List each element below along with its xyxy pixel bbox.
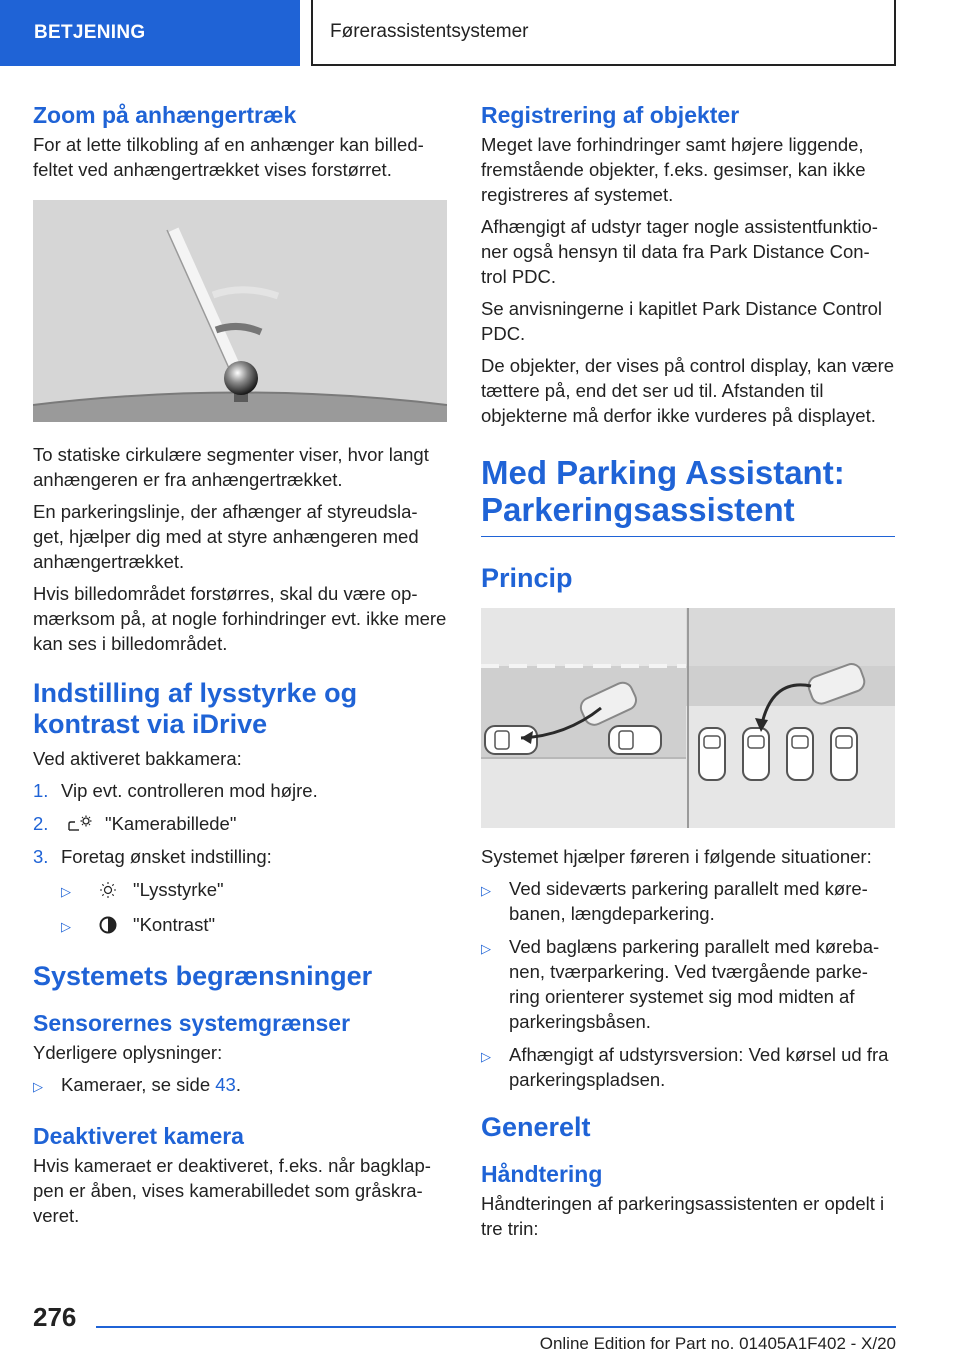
registration-heading: Registrering af objekter [481, 102, 740, 128]
situation-text: Ved baglæns parkering parallelt med køreba-nen, tværparkering. Ved tværgående parke-ring orienterer systemet sig mod midten af parkeringsbåsen. [509, 936, 880, 1032]
parking-line-text: En parkeringslinje, der afhænger af styreudsla-get, hjælper dig med at styre anhængeren med anhængertrækket. [33, 501, 419, 572]
registration-text-1: Meget lave forhindringer samt højere liggende, fremstående objekter, f.eks. gesimser, kan ikke registreres af systemet. [481, 134, 866, 205]
step-text: Vip evt. controlleren mod højre. [61, 780, 318, 801]
list-item [481, 876, 895, 926]
list-item [33, 811, 447, 836]
situations-intro: Systemet hjælper føreren i følgende situationer: [481, 846, 872, 867]
brightness-heading: Indstilling af lysstyrke og kontrast via iDrive [33, 678, 358, 739]
page-number: 276 [33, 1302, 77, 1332]
step-number: 2. [33, 813, 49, 834]
principle-heading: Princip [481, 563, 573, 593]
sensor-intro: Yderligere oplysninger: [33, 1042, 223, 1063]
zoom-warning-text: Hvis billedområdet forstørres, skal du være op-mærksom på, at nogle forhindringer evt. ikke mere kan ses i billedområdet. [33, 583, 447, 654]
right-column [481, 100, 895, 1248]
page-link-43[interactable]: 43 [215, 1074, 236, 1095]
footer-divider [96, 1326, 896, 1328]
handling-text: Håndteringen af parkeringsassistenten er opdelt i tre trin: [481, 1193, 885, 1239]
contrast-icon [95, 916, 121, 934]
bullet-triangle-icon: ▷ [481, 883, 491, 898]
list-item [61, 877, 447, 904]
list-item: ▷ Kameraer, se side 43. [33, 1072, 447, 1099]
situations-list [481, 876, 895, 1092]
bullet-triangle-icon: ▷ [481, 941, 491, 956]
registration-text-4: De objekter, der vises på control display, kan være tættere på, end det ser ud til. Afstanden til objekterne må derfor ikke vurderes på displayet. [481, 355, 895, 426]
list-item [61, 912, 447, 939]
deactivated-camera-heading: Deaktiveret kamera [33, 1123, 244, 1149]
section-tab: BETJENING [0, 0, 300, 66]
chapter-title: Førerassistentsystemer [311, 0, 896, 66]
segments-text: To statiske cirkulære segmenter viser, hvor langt anhængeren er fra anhængertrækket. [33, 444, 429, 490]
parking-principle-illustration [481, 608, 895, 828]
left-column [33, 100, 447, 1235]
limits-heading: Systemets begrænsninger [33, 961, 373, 991]
step-text: Foretag ønsket indstilling: [61, 846, 272, 867]
substep-text: "Kontrast" [133, 914, 216, 935]
step-number: 1. [33, 780, 49, 801]
handling-heading: Håndtering [481, 1161, 603, 1187]
zoom-heading: Zoom på anhængertræk [33, 102, 297, 128]
steps-list [33, 778, 447, 939]
list-item [33, 778, 447, 803]
step-number: 3. [33, 846, 49, 867]
general-heading: Generelt [481, 1112, 591, 1142]
registration-text-2: Afhængigt af udstyr tager nogle assistentfunktio-ner også hensyn til data fra Park Distance Con-trol PDC. [481, 216, 878, 287]
brightness-icon [95, 881, 121, 899]
bullet-triangle-icon: ▷ [33, 1079, 43, 1094]
tow-hitch-camera-image [33, 200, 447, 422]
camera-settings-icon [67, 815, 93, 833]
cameras-ref-text: Kameraer, se side [61, 1074, 211, 1095]
list-item [33, 844, 447, 869]
situation-text: Afhængigt af udstyrsversion: Ved kørsel ud fra parkeringspladsen. [509, 1044, 889, 1090]
list-item [481, 934, 895, 1034]
deactivated-camera-text: Hvis kameraet er deaktiveret, f.eks. når bagklap-pen er åben, vises kamerabilledet som gråskra-veret. [33, 1155, 431, 1226]
substep-text: "Lysstyrke" [133, 879, 224, 900]
brightness-intro: Ved aktiveret bakkamera: [33, 748, 242, 769]
sensor-limits-heading: Sensorernes systemgrænser [33, 1010, 351, 1036]
bullet-triangle-icon: ▷ [61, 884, 71, 899]
edition-footer: Online Edition for Part no. 01405A1F402 - X/20 [539, 1334, 896, 1353]
list-item [481, 1042, 895, 1092]
bullet-triangle-icon: ▷ [481, 1049, 491, 1064]
bullet-triangle-icon: ▷ [61, 919, 71, 934]
zoom-text: For at lette tilkobling af en anhænger kan billed-feltet ved anhængertrækket vises forstørret. [33, 134, 424, 180]
step-text: "Kamerabillede" [105, 813, 237, 834]
situation-text: Ved sideværts parkering parallelt med køre-banen, længdeparkering. [509, 878, 868, 924]
parking-assistant-heading: Med Parking Assistant: Parkeringsassistent [481, 454, 895, 537]
registration-text-3: Se anvisningerne i kapitlet Park Distance Control PDC. [481, 298, 883, 344]
